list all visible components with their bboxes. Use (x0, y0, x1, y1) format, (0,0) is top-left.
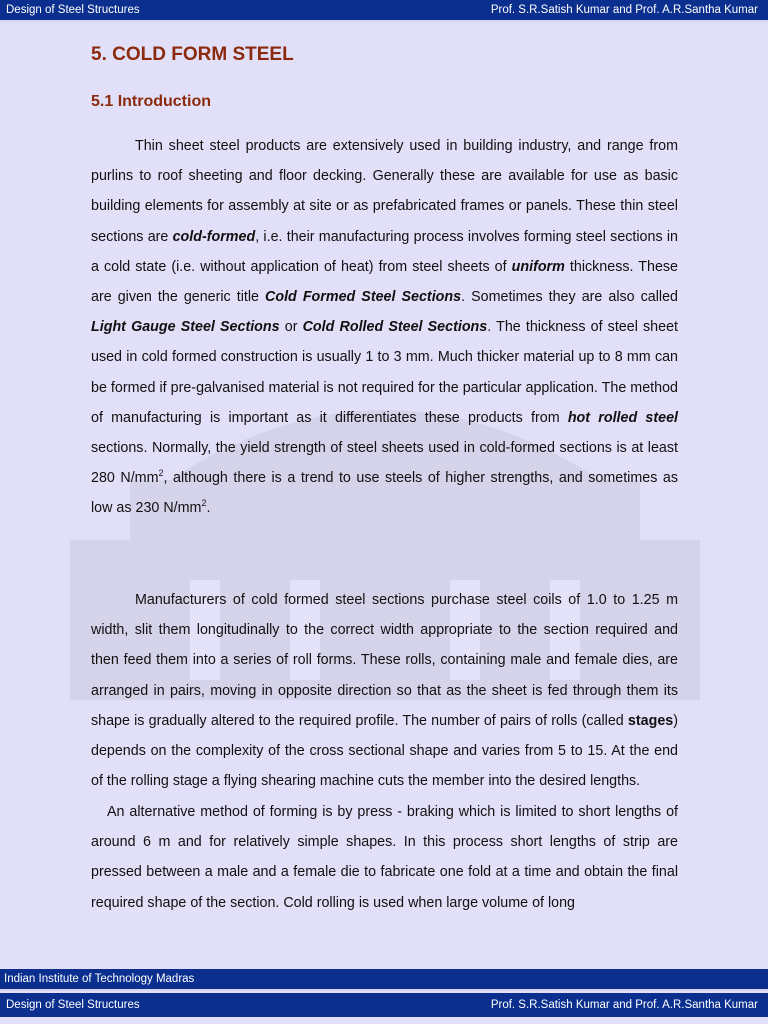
footer-institute: Indian Institute of Technology Madras (4, 973, 195, 985)
page-footer (0, 993, 768, 1017)
term-cold-formed: cold-formed (172, 228, 256, 245)
term-stages: stages (627, 712, 674, 729)
header-course-title: Design of Steel Structures (6, 4, 140, 16)
intro-paragraph: Thin sheet steel products are extensively used in building industry, and range from purlins to roof sheeting and floor decking. Generally these are available for use as basic building elements for assembly at site or as prefabricated frames or panels. These thin steel sections are cold-formed, i.e. their manufacturing process involves forming steel sections in a cold state (i.e. without application of heat) from steel sheets of uniform thickness. These are given the generic title Cold Formed Steel Sections. Sometimes they are also called Light Gauge Steel Sections or Cold Rolled Steel Sections. The thickness of steel sheet used in cold formed construction is usually 1 to 3 mm. Much thicker material up to 8 mm can be formed if pre-galvanised material is not required for the particular application. The method of manufacturing is important as it differentiates these products from hot rolled steel sections. Normally, the yield strength of steel sheets used in cold-formed sections is at least 280 $N/mm^2$, although there is a trend to use steels of higher strengths, and sometimes as low as 230 $N/mm^2$. (91, 138, 679, 517)
term-uniform: uniform (511, 258, 565, 275)
footer-authors: Prof. S.R.Satish Kumar and Prof. A.R.Santha Kumar (490, 999, 758, 1011)
header-authors: Prof. S.R.Satish Kumar and Prof. A.R.Santha Kumar (490, 4, 758, 16)
footer-institute-bar (0, 969, 768, 991)
chapter-title: 5. COLD FORM STEEL (91, 44, 294, 65)
footer-course-title: Design of Steel Structures (6, 999, 140, 1011)
section-heading: 5.1 Introduction (91, 93, 211, 110)
page-header (0, 0, 768, 22)
press-braking-paragraph: An alternative method of forming is by press - braking which is limited to short lengths of around 6 m and for relatively simple shapes. In this process short lengths of strip are pressed between a male and a female die to fabricate one fold at a time and obtain the final required shape of the section. Cold rolling is used when large volume of long (91, 804, 678, 911)
term-cold-formed-steel-sections: Cold Formed Steel Sections (265, 289, 462, 306)
manufacturing-paragraph: Manufacturers of cold formed steel sections purchase steel coils of 1.0 to 1.25 m width, slit them longitudinally to the correct width appropriate to the section required and then feed them into a series of roll forms. These rolls, containing male and female dies, are arranged in pairs, moving in opposite direction so that as the sheet is fed through them its shape is gradually altered to the required profile. The number of pairs of rolls (called stages) depends on the complexity of the cross sectional shape and varies from 5 to 15. At the end of the rolling stage a flying shearing machine cuts the member into the desired lengths. (91, 592, 678, 790)
term-cold-rolled: Cold Rolled Steel Sections (302, 319, 488, 336)
term-light-gauge: Light Gauge Steel Sections (91, 319, 280, 336)
term-hot-rolled: hot rolled steel (567, 409, 678, 426)
